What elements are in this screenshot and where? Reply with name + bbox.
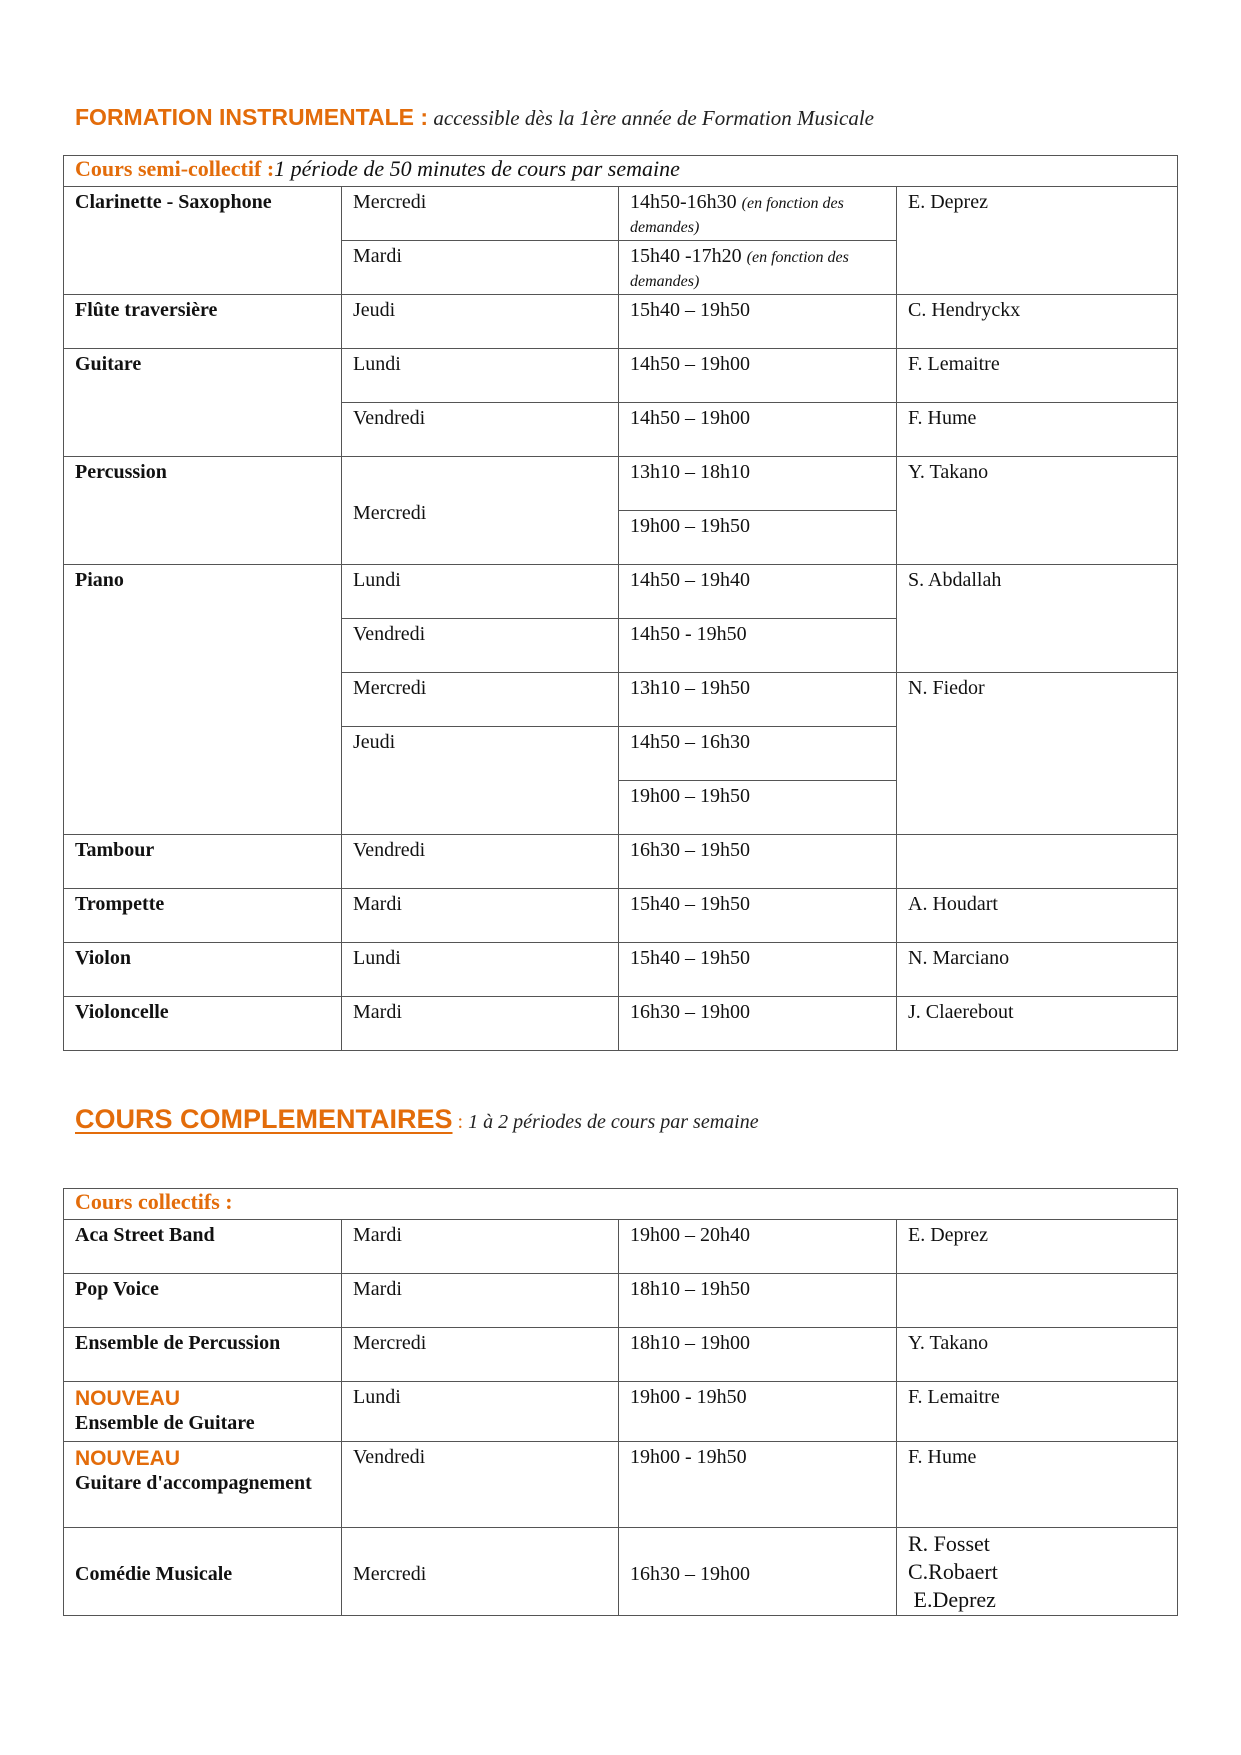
teacher-cell: F. Hume [897,403,1178,457]
section-title-colon: : [452,1111,469,1133]
day-cell: Mercredi [342,187,619,241]
time-cell: 19h00 – 19h50 [619,781,897,835]
instrument-cell: Violoncelle [64,997,342,1051]
teacher-cell [897,835,1178,889]
day-cell: Mardi [342,241,619,295]
day-cell: Lundi [342,1382,619,1442]
section-heading-formation-instrumentale [75,104,874,131]
day-cell: Mercredi [342,1528,619,1616]
teacher-cell: A. Houdart [897,889,1178,943]
teacher-cell: S. Abdallah [897,565,1178,673]
instrument-cell: Aca Street Band [64,1220,342,1274]
teacher-cell [897,1528,1178,1616]
table-title-label: Cours semi-collectif : [75,156,275,181]
day-cell: Vendredi [342,619,619,673]
section-subtitle: accessible dès la 1ère année de Formation Musicale [428,106,874,130]
teacher-cell [897,1274,1178,1328]
day-cell: Mercredi [342,1328,619,1382]
day-cell: Jeudi [342,727,619,835]
time-cell: 16h30 – 19h00 [619,997,897,1051]
day-cell: Vendredi [342,1442,619,1528]
day-cell: Lundi [342,349,619,403]
day-cell: Vendredi [342,403,619,457]
section-subtitle: 1 à 2 périodes de cours par semaine [468,1111,759,1133]
time-cell [619,187,897,241]
teacher-cell: F. Lemaitre [897,349,1178,403]
day-cell: Mardi [342,1274,619,1328]
time-cell: 19h00 – 19h50 [619,511,897,565]
instrument-cell: Pop Voice [64,1274,342,1328]
teacher-cell: N. Marciano [897,943,1178,997]
teacher-name: C.Robaert [908,1558,998,1584]
teacher-cell: F. Hume [897,1442,1178,1528]
time-cell: 15h40 – 19h50 [619,943,897,997]
table-title [64,156,1178,187]
table-title-label: Cours collectifs : [75,1189,233,1214]
teacher-cell: Y. Takano [897,457,1178,565]
teacher-cell: Y. Takano [897,1328,1178,1382]
teacher-cell: E. Deprez [897,1220,1178,1274]
nouveau-badge: NOUVEAU [75,1387,181,1410]
teacher-name: R. Fosset [908,1530,990,1556]
time-cell: 14h50 – 19h00 [619,349,897,403]
instrument-cell: Flûte traversière [64,295,342,349]
time-cell: 14h50 – 16h30 [619,727,897,781]
instrument-cell: Ensemble de Percussion [64,1328,342,1382]
instrument-cell [64,1442,342,1528]
section-title: COURS COMPLEMENTAIRES [75,1104,453,1134]
instrument-cell [64,1382,342,1442]
day-cell: Lundi [342,943,619,997]
schedule-table-instrumental [63,155,1178,1051]
time-note: (en fonction des demandes) [630,249,849,290]
instrument-cell: Comédie Musicale [64,1528,342,1616]
instrument-cell: Tambour [64,835,342,889]
instrument-name: Ensemble de Guitare [75,1412,255,1434]
time-cell: 15h40 – 19h50 [619,295,897,349]
time-value: 15h40 -17h20 [630,245,742,267]
teacher-cell: E. Deprez [897,187,1178,295]
day-cell: Jeudi [342,295,619,349]
table-title-description: 1 période de 50 minutes de cours par semaine [274,156,680,181]
section-heading-cours-complementaires [75,1104,759,1135]
time-cell: 16h30 – 19h00 [619,1528,897,1616]
section-title: FORMATION INSTRUMENTALE : [75,104,429,130]
time-cell: 18h10 – 19h50 [619,1274,897,1328]
time-cell: 19h00 - 19h50 [619,1382,897,1442]
nouveau-badge: NOUVEAU [75,1447,181,1470]
teacher-name: E.Deprez [908,1586,996,1612]
time-note: (en fonction des demandes) [630,195,844,236]
time-cell: 19h00 – 20h40 [619,1220,897,1274]
time-cell: 14h50 – 19h00 [619,403,897,457]
instrument-cell: Guitare [64,349,342,457]
teacher-cell: C. Hendryckx [897,295,1178,349]
table-title [64,1189,1178,1220]
time-cell: 13h10 – 18h10 [619,457,897,511]
time-cell: 13h10 – 19h50 [619,673,897,727]
instrument-cell: Trompette [64,889,342,943]
schedule-table-complementaires [63,1188,1178,1616]
time-cell: 14h50 - 19h50 [619,619,897,673]
time-value: 14h50-16h30 [630,191,737,213]
instrument-cell: Clarinette - Saxophone [64,187,342,295]
teacher-cell: N. Fiedor [897,673,1178,835]
day-cell: Vendredi [342,835,619,889]
time-cell: 18h10 – 19h00 [619,1328,897,1382]
day-cell: Mercredi [342,457,619,565]
instrument-name: Guitare d'accompagnement [75,1472,312,1494]
day-cell: Mardi [342,997,619,1051]
day-cell: Mardi [342,1220,619,1274]
instrument-cell: Violon [64,943,342,997]
time-cell: 19h00 - 19h50 [619,1442,897,1528]
time-cell: 15h40 – 19h50 [619,889,897,943]
teacher-cell: J. Claerebout [897,997,1178,1051]
day-cell: Lundi [342,565,619,619]
time-cell [619,241,897,295]
day-cell: Mercredi [342,673,619,727]
time-cell: 14h50 – 19h40 [619,565,897,619]
day-cell: Mardi [342,889,619,943]
teacher-cell: F. Lemaitre [897,1382,1178,1442]
instrument-cell: Percussion [64,457,342,565]
instrument-cell: Piano [64,565,342,835]
time-cell: 16h30 – 19h50 [619,835,897,889]
